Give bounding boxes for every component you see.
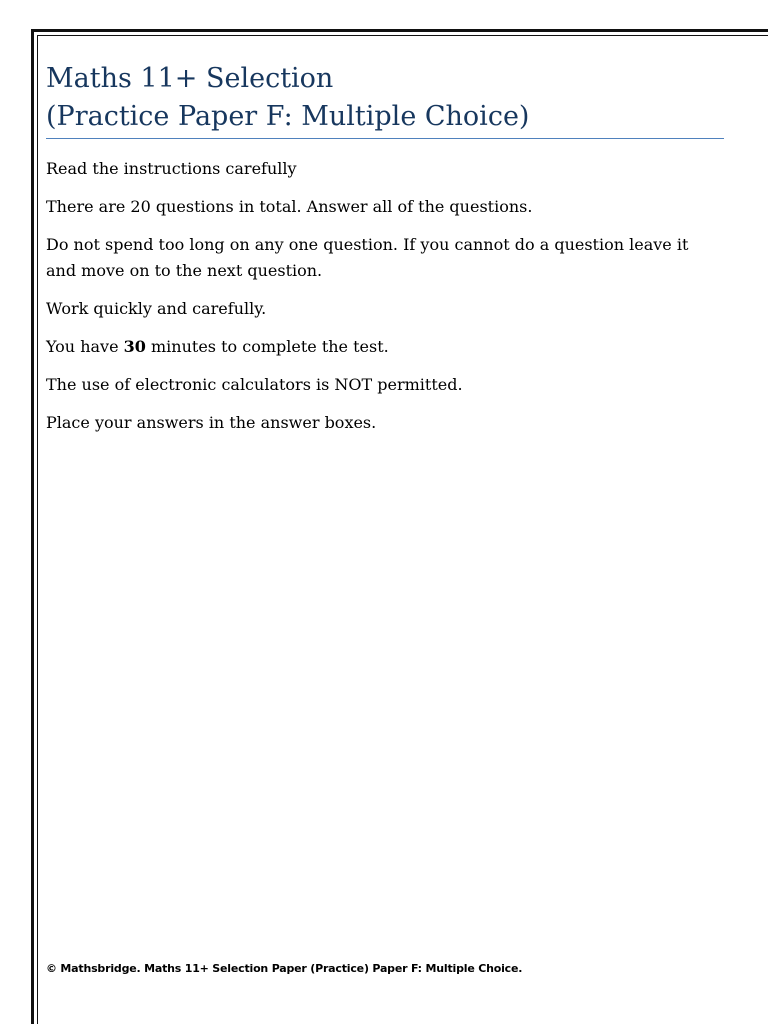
instructions-list	[46, 156, 716, 448]
instruction-time-per-question: Do not spend too long on any one question. If you cannot do a question leave it and move on to the next question.	[46, 235, 689, 280]
instruction-calculators: The use of electronic calculators is NOT permitted.	[46, 375, 463, 394]
title-line-1: Maths 11+ Selection	[46, 63, 334, 94]
instruction-work-quickly: Work quickly and carefully.	[46, 299, 267, 318]
document-title	[46, 60, 724, 136]
instruction-time-limit	[46, 334, 716, 360]
footer-copyright: © Mathsbridge. Maths 11+ Selection Paper (Practice) Paper F: Multiple Choice.	[46, 962, 523, 975]
title-line-2: (Practice Paper F: Multiple Choice)	[46, 101, 530, 132]
instruction-total-questions: There are 20 questions in total. Answer all of the questions.	[46, 197, 533, 216]
instruction-answer-boxes: Place your answers in the answer boxes.	[46, 413, 377, 432]
time-limit-value: 30	[123, 337, 146, 356]
title-underline	[46, 138, 724, 139]
time-limit-suffix: minutes to complete the test.	[145, 337, 389, 356]
instruction-read: Read the instructions carefully	[46, 159, 297, 178]
time-limit-prefix: You have	[46, 337, 124, 356]
